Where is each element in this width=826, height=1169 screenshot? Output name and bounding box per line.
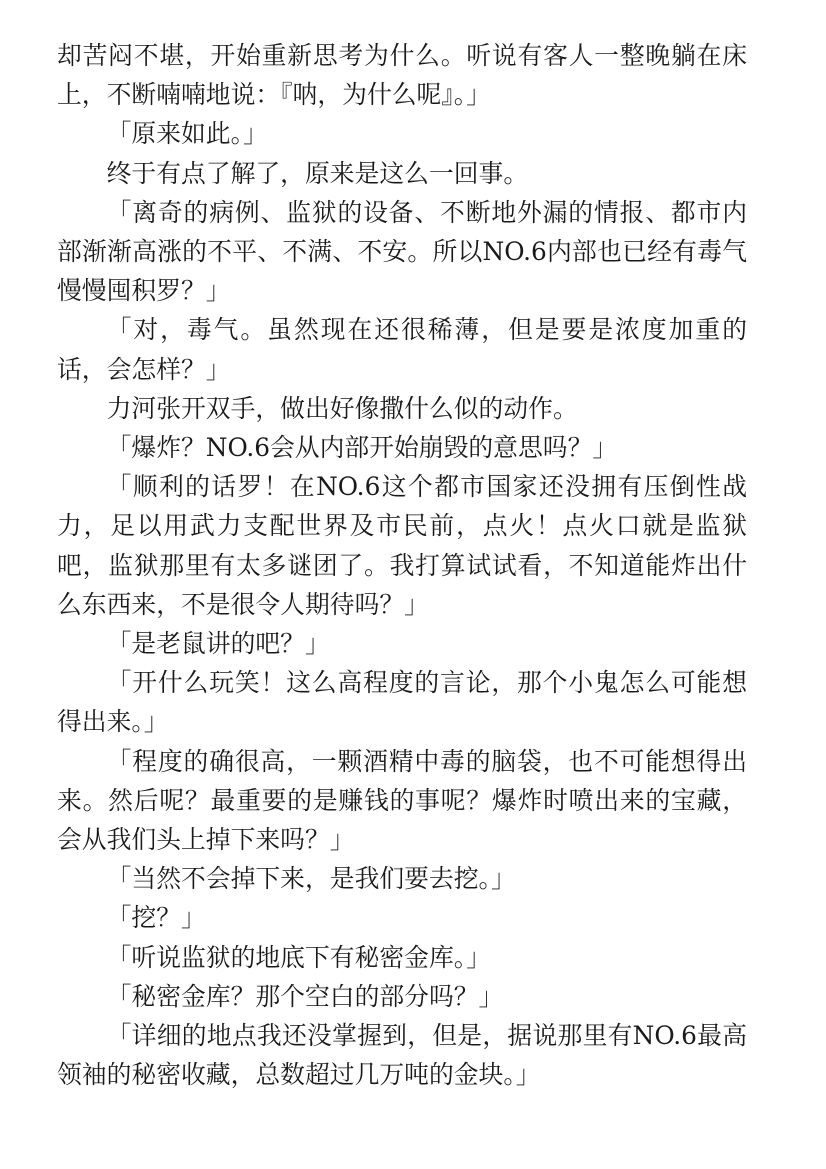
paragraph: 「离奇的病例、监狱的设备、不断地外漏的情报、都市内部渐渐高涨的不平、不满、不安。所以NO.6内部也已经有毒气慢慢囤积罗？」 — [57, 197, 747, 306]
paragraph: 「听说监狱的地底下有秘密金库。」 — [106, 942, 491, 972]
paragraph: 「原来如此。」 — [106, 119, 268, 149]
paragraph: 却苦闷不堪，开始重新思考为什么。听说有客人一整晚躺在床上，不断喃喃地说：『呐，为什么呢』。」 — [57, 41, 747, 110]
paragraph: 「对，毒气。虽然现在还很稀薄，但是要是浓度加重的话，会怎样？」 — [57, 315, 747, 384]
paragraph: 力河张开双手，做出好像撒什么似的动作。 — [106, 393, 578, 423]
paragraph: 终于有点了解了，原来是这么一回事。 — [106, 158, 529, 188]
paragraph: 「挖？」 — [106, 903, 206, 933]
paragraph: 「详细的地点我还没掌握到，但是，据说那里有NO.6最高领袖的秘密收藏，总数超过几万吨的金块。」 — [57, 1021, 747, 1090]
paragraph: 「秘密金库？那个空白的部分吗？」 — [106, 981, 504, 1011]
body-text — [57, 36, 747, 1094]
paragraph: 「开什么玩笑！这么高程度的言论，那个小鬼怎么可能想得出来。」 — [57, 668, 747, 737]
paragraph: 「程度的确很高，一颗酒精中毒的脑袋，也不可能想得出来。然后呢？最重要的是赚钱的事呢？爆炸时喷出来的宝藏，会从我们头上掉下来吗？」 — [57, 746, 747, 855]
paragraph: 「当然不会掉下来，是我们要去挖。」 — [106, 864, 516, 894]
paragraph: 「是老鼠讲的吧？」 — [106, 629, 330, 659]
paragraph: 「爆炸？NO.6会从内部开始崩毁的意思吗？」 — [106, 433, 618, 463]
paragraph: 「顺利的话罗！在NO.6这个都市国家还没拥有压倒性战力，足以用武力支配世界及市民前，点火！点火口就是监狱吧，监狱那里有太多谜团了。我打算试试看，不知道能炸出什么东西来，不是很令人期待吗？」 — [57, 472, 747, 619]
